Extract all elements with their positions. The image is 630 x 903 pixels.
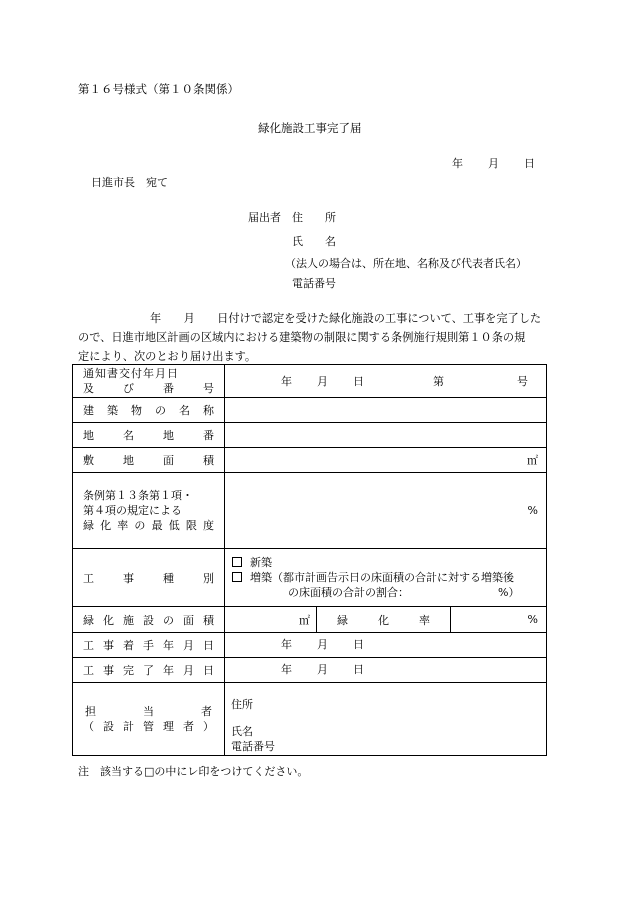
row-site-number (73, 423, 547, 448)
row-building-name (73, 398, 547, 423)
form-title: 緑化施設工事完了届 (258, 121, 362, 135)
row-person (73, 683, 547, 756)
person-label: 担 当 者 （ 設 計 管 理 者 ） (73, 683, 225, 756)
row-notice (73, 365, 547, 398)
notice-label (73, 365, 225, 398)
extend-checkbox[interactable] (232, 572, 242, 582)
work-type-value (225, 549, 547, 607)
notice-day: 日 (353, 374, 364, 388)
notice-year: 年 (281, 374, 292, 388)
person-value[interactable] (225, 683, 547, 756)
body-line-2: ので、日進市地区計画の区域内における建築物の制限に関する条例施行規則第１０条の規 (78, 331, 526, 344)
body-line-1: 年 月 日付けで認定を受けた緑化施設の工事について、工事を完了した (150, 312, 542, 325)
notice-label-line1: 通知書交付年月日 (83, 367, 179, 380)
notice-month: 月 (317, 374, 328, 388)
footnote: 注 該当する□の中にレ印をつけてください。 (78, 765, 309, 778)
notice-label-line2: 及 び 番 号 (83, 382, 214, 395)
completion-form-table (72, 364, 547, 756)
option-extend-line2: の床面積の合計の割合： %） (288, 586, 520, 599)
notice-dai: 第 (433, 374, 444, 388)
start-date-label: 工 事 着 手 年 月 日 (73, 633, 225, 658)
min-ratio-label (73, 473, 225, 549)
green-area-cells (225, 607, 547, 633)
end-date-value[interactable]: 年 月 日 (225, 658, 547, 683)
start-date-value[interactable]: 年 月 日 (225, 633, 547, 658)
row-end-date (73, 658, 547, 683)
row-min-ratio (73, 473, 547, 549)
building-name-value[interactable] (225, 398, 547, 423)
notice-value[interactable] (225, 365, 547, 398)
date-year: 年 (452, 157, 463, 170)
building-name-label: 建 築 物 の 名 称 (73, 398, 225, 423)
green-area-value[interactable] (225, 607, 317, 632)
row-site-area (73, 448, 547, 473)
addressee: 日進市長 宛て (91, 176, 168, 189)
green-ratio-label: 緑 化 率 (317, 607, 451, 632)
green-ratio-unit: % (527, 613, 538, 626)
notice-go: 号 (517, 374, 528, 388)
site-area-label: 敷 地 面 積 (73, 448, 225, 473)
min-ratio-value[interactable] (225, 473, 547, 549)
person-address-label: 住所 (231, 698, 253, 711)
min-ratio-label-line3: 緑 化 率 の 最 低 限 度 (83, 519, 214, 532)
site-number-label: 地 名 地 番 (73, 423, 225, 448)
green-area-label: 緑 化 施 設 の 面 積 (73, 607, 225, 633)
row-green-area (73, 607, 547, 633)
row-start-date (73, 633, 547, 658)
extend-ratio-unit: %） (498, 586, 520, 599)
site-area-unit: ㎡ (527, 454, 538, 467)
applicant-corporate-note: （法人の場合は、所在地、名称及び代表者氏名） (285, 257, 527, 270)
site-area-value[interactable] (225, 448, 547, 473)
person-name-label: 氏名 (231, 725, 253, 738)
person-phone-label: 電話番号 (231, 740, 275, 753)
end-date-label: 工 事 完 了 年 月 日 (73, 658, 225, 683)
date-day: 日 (524, 157, 535, 170)
body-paragraph (78, 309, 548, 366)
applicant-role: 届出者 (248, 211, 281, 224)
work-type-label: 工 事 種 別 (73, 549, 225, 607)
row-work-type (73, 549, 547, 607)
date-month: 月 (488, 157, 499, 170)
applicant-name-label: 氏 名 (292, 235, 336, 248)
form-number: 第１６号様式（第１０条関係） (78, 82, 239, 96)
min-ratio-unit: % (527, 504, 538, 517)
min-ratio-label-line1: 条例第１３条第１項・ (83, 489, 193, 502)
option-new[interactable]: 新築 (232, 555, 546, 570)
applicant-address-label: 住 所 (292, 211, 336, 224)
body-line-3: 定により、次のとおり届け出ます。 (78, 350, 257, 363)
applicant-phone-label: 電話番号 (292, 277, 336, 290)
min-ratio-label-line2: 第４項の規定による (83, 504, 182, 517)
site-number-value[interactable] (225, 423, 547, 448)
new-checkbox[interactable] (232, 557, 242, 567)
green-area-unit: ㎡ (299, 613, 310, 627)
green-ratio-value[interactable] (451, 607, 546, 632)
option-extend[interactable]: 増築（都市計画告示日の床面積の合計に対する増築後 (232, 570, 546, 585)
